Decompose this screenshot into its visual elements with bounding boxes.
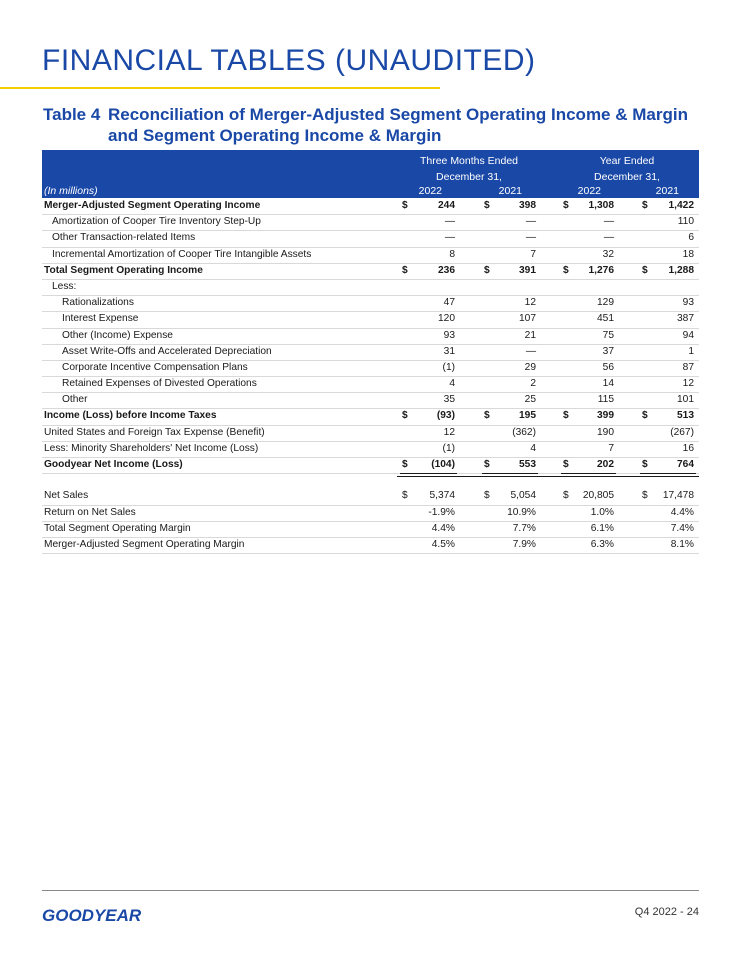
group-header-three-months-date: December 31, (436, 171, 502, 183)
col-header-y-2022: 2022 (577, 185, 601, 197)
col-header-q-2022: 2022 (418, 185, 442, 197)
table-row (42, 312, 699, 328)
row-value-col-4: 101 (677, 394, 694, 406)
row-value-col-4: 387 (677, 313, 694, 325)
row-value-col-1: 35 (443, 394, 455, 406)
row-value-col-4: 4.4% (670, 506, 694, 518)
row-value-col-1: 236 (438, 264, 455, 276)
row-value-col-1: 4.5% (431, 538, 455, 550)
row-value-col-3: 75 (602, 329, 614, 341)
table-title-line1: Reconciliation of Merger-Adjusted Segment Operating Income & Margin (108, 105, 688, 124)
row-value-col-3: — (603, 216, 614, 228)
row-value-col-4: 94 (682, 329, 694, 341)
row-value-col-1: (104) (431, 459, 455, 470)
row-label: Less: (52, 280, 77, 292)
page-title: FINANCIAL TABLES (UNAUDITED) (42, 44, 536, 77)
row-value-col-2: 7.9% (512, 538, 536, 550)
dollar-sign: $ (563, 264, 569, 276)
row-label: Merger-Adjusted Segment Operating Income (44, 200, 261, 211)
row-value-col-1: 4.4% (431, 522, 455, 534)
row-value-col-3: 20,805 (582, 490, 614, 502)
row-value-col-2: — (525, 345, 536, 357)
dollar-sign: $ (484, 459, 490, 470)
col-header-y-2021: 2021 (655, 185, 679, 197)
row-label: Merger-Adjusted Segment Operating Margin (44, 538, 245, 550)
goodyear-logo (42, 905, 162, 930)
dollar-sign: $ (642, 200, 648, 211)
col-header-q-2021: 2021 (498, 185, 522, 197)
group-header-year-date: December 31, (594, 171, 660, 183)
row-value-col-4: 1,288 (668, 264, 694, 276)
table-body (42, 199, 699, 554)
row-value-col-3: — (603, 232, 614, 244)
title-underline (0, 87, 440, 89)
row-value-col-3: 37 (602, 345, 614, 357)
row-value-col-1: (1) (442, 361, 455, 373)
row-value-col-4: 7.4% (670, 522, 694, 534)
spacer-row (42, 474, 699, 489)
group-header-three-months: Three Months Ended (419, 155, 519, 167)
row-label: Total Segment Operating Margin (44, 522, 191, 534)
row-value-col-2: — (525, 232, 536, 244)
row-value-col-3: 14 (602, 378, 614, 390)
row-value-col-2: 2 (530, 378, 536, 390)
row-value-col-3: 7 (608, 442, 614, 454)
row-value-col-3: 451 (597, 313, 614, 325)
footer-divider (42, 890, 699, 891)
row-value-col-2: 553 (519, 459, 536, 470)
row-label: Interest Expense (62, 313, 139, 325)
row-value-col-2: 107 (519, 313, 536, 325)
row-value-col-4: 513 (677, 410, 694, 422)
row-value-col-1: 47 (443, 297, 455, 309)
table-header (42, 150, 699, 198)
row-label: Total Segment Operating Income (44, 264, 203, 276)
row-label: Other (Income) Expense (62, 329, 173, 341)
row-value-col-1: 4 (449, 378, 455, 390)
row-label: Net Sales (44, 490, 89, 502)
dollar-sign: $ (484, 490, 490, 502)
dollar-sign: $ (484, 200, 490, 211)
row-value-col-2: 25 (524, 394, 536, 406)
row-value-col-4: 6 (688, 232, 694, 244)
row-value-col-4: 764 (677, 459, 694, 470)
row-value-col-3: 1.0% (590, 506, 614, 518)
dollar-sign: $ (642, 264, 648, 276)
table-row (42, 393, 699, 409)
table-row (42, 215, 699, 231)
row-value-col-1: 8 (449, 248, 455, 260)
table-row (42, 538, 699, 554)
row-value-col-1: (1) (442, 442, 455, 454)
table-title (108, 104, 688, 146)
dollar-sign: $ (402, 200, 408, 211)
row-value-col-4: 87 (682, 361, 694, 373)
row-value-col-4: 12 (682, 378, 694, 390)
row-value-col-4: 8.1% (670, 538, 694, 550)
row-value-col-4: 18 (682, 248, 694, 260)
table-number: Table 4 (43, 105, 101, 124)
dollar-sign: $ (642, 459, 648, 470)
row-value-col-4: 93 (682, 297, 694, 309)
row-value-col-1: — (444, 232, 455, 244)
row-value-col-1: 120 (438, 313, 455, 325)
row-value-col-2: 391 (519, 264, 536, 276)
row-label: Goodyear Net Income (Loss) (44, 459, 183, 470)
table-title-line2: and Segment Operating Income & Margin (108, 126, 442, 145)
row-value-col-2: 4 (530, 442, 536, 454)
table-row (42, 489, 699, 505)
row-value-col-2: 398 (519, 200, 536, 211)
row-value-col-1: 31 (443, 345, 455, 357)
dollar-sign: $ (402, 264, 408, 276)
row-value-col-1: -1.9% (428, 506, 455, 518)
row-label: Retained Expenses of Divested Operations (62, 378, 257, 390)
row-value-col-3: 6.1% (590, 522, 614, 534)
row-label: Asset Write-Offs and Accelerated Depreciation (62, 345, 272, 357)
row-value-col-3: 115 (597, 394, 614, 406)
row-label: Return on Net Sales (44, 506, 136, 518)
row-value-col-4: 1 (688, 345, 694, 357)
page-number: Q4 2022 - 24 (634, 906, 699, 918)
table-row (42, 329, 699, 345)
row-value-col-2: 21 (524, 329, 536, 341)
table-row (42, 199, 699, 215)
row-label: Less: Minority Shareholders' Net Income (Loss) (44, 442, 259, 454)
row-label: Incremental Amortization of Cooper Tire Intangible Assets (52, 248, 312, 260)
row-label: Rationalizations (62, 297, 134, 309)
table-row (42, 442, 699, 458)
row-label: United States and Foreign Tax Expense (Benefit) (44, 426, 265, 438)
table-row (42, 506, 699, 522)
dollar-sign: $ (484, 264, 490, 276)
row-value-col-2: 29 (524, 361, 536, 373)
group-header-year: Year Ended (599, 155, 655, 167)
dollar-sign: $ (563, 459, 569, 470)
row-value-col-1: 93 (443, 329, 455, 341)
table-row (42, 361, 699, 377)
row-value-col-3: 399 (597, 410, 614, 422)
row-value-col-2: 12 (524, 297, 536, 309)
row-label: Other (62, 394, 88, 406)
table-row (42, 248, 699, 264)
dollar-sign: $ (402, 459, 408, 470)
row-value-col-1: 12 (443, 426, 455, 438)
row-value-col-3: 129 (597, 297, 614, 309)
table-row (42, 426, 699, 442)
row-label: Amortization of Cooper Tire Inventory Step-Up (52, 216, 261, 228)
dollar-sign: $ (563, 200, 569, 211)
row-value-col-2: — (525, 216, 536, 228)
units-label: (In millions) (44, 185, 98, 197)
row-value-col-3: 202 (597, 459, 614, 470)
table-row (42, 231, 699, 247)
dollar-sign: $ (642, 490, 648, 502)
table-row (42, 264, 699, 280)
row-value-col-4: 16 (682, 442, 694, 454)
row-value-col-2: 5,054 (510, 490, 536, 502)
row-value-col-2: (362) (512, 426, 536, 438)
table-row (42, 377, 699, 393)
row-value-col-3: 32 (602, 248, 614, 260)
row-label: Corporate Incentive Compensation Plans (62, 361, 248, 373)
row-value-col-2: 10.9% (507, 506, 536, 518)
table-row (42, 345, 699, 361)
dollar-sign: $ (563, 490, 569, 502)
row-value-col-4: (267) (670, 426, 694, 438)
goodyear-logo-text: GOODYEAR (42, 906, 142, 925)
dollar-sign: $ (402, 490, 408, 502)
table-row (42, 409, 699, 425)
table-row (42, 280, 699, 296)
row-value-col-4: 1,422 (668, 200, 694, 211)
row-value-col-1: 244 (438, 200, 455, 211)
row-value-col-3: 1,276 (588, 264, 614, 276)
row-value-col-3: 6.3% (590, 538, 614, 550)
row-label: Income (Loss) before Income Taxes (44, 410, 217, 422)
row-value-col-3: 56 (602, 361, 614, 373)
table-row (42, 296, 699, 312)
row-value-col-2: 7.7% (512, 522, 536, 534)
dollar-sign: $ (484, 410, 490, 422)
row-value-col-2: 195 (519, 410, 536, 422)
row-value-col-4: 110 (677, 216, 694, 228)
row-value-col-4: 17,478 (662, 490, 694, 502)
row-value-col-3: 1,308 (588, 200, 614, 211)
table-row (42, 522, 699, 538)
row-value-col-1: 5,374 (429, 490, 455, 502)
row-value-col-1: (93) (436, 410, 455, 422)
dollar-sign: $ (642, 410, 648, 422)
row-value-col-1: — (444, 216, 455, 228)
row-value-col-3: 190 (597, 426, 614, 438)
dollar-sign: $ (402, 410, 408, 422)
row-value-col-2: 7 (530, 248, 536, 260)
row-label: Other Transaction-related Items (52, 232, 196, 244)
dollar-sign: $ (563, 410, 569, 422)
table-row (42, 458, 699, 474)
